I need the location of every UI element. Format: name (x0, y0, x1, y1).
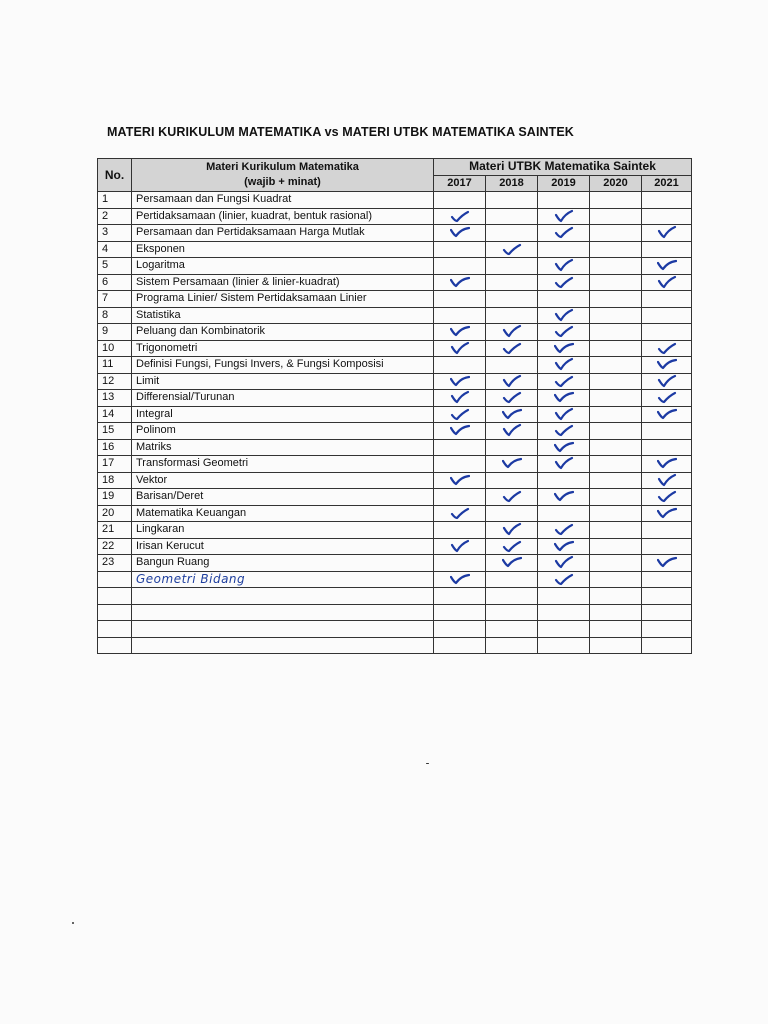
checkmark-icon (554, 489, 574, 503)
year-cell (486, 489, 538, 506)
row-topic: Differensial/Turunan (132, 390, 434, 407)
year-cell (642, 274, 692, 291)
year-cell (434, 390, 486, 407)
checkmark-icon (657, 258, 677, 272)
checkmark-icon (502, 539, 522, 553)
year-cell (590, 241, 642, 258)
year-cell (434, 307, 486, 324)
checkmark-icon (554, 572, 574, 586)
year-cell (590, 373, 642, 390)
year-cell (486, 456, 538, 473)
header-no: No. (98, 159, 132, 192)
year-cell (538, 456, 590, 473)
row-number: 15 (98, 423, 132, 440)
year-cell (590, 357, 642, 374)
row-number: 10 (98, 340, 132, 357)
row-topic: Matriks (132, 439, 434, 456)
header-year: 2020 (590, 175, 642, 192)
year-cell (434, 274, 486, 291)
paper-speck (72, 922, 74, 924)
year-cell (590, 439, 642, 456)
year-cell (590, 307, 642, 324)
checkmark-icon (554, 407, 574, 421)
year-cell (538, 373, 590, 390)
year-cell (486, 571, 538, 588)
row-number: 13 (98, 390, 132, 407)
year-cell (434, 522, 486, 539)
year-cell (642, 522, 692, 539)
year-cell (642, 555, 692, 572)
table-row (98, 258, 692, 275)
year-cell (434, 538, 486, 555)
year-cell (538, 307, 590, 324)
year-cell (434, 357, 486, 374)
year-cell (486, 621, 538, 638)
row-topic: Persamaan dan Pertidaksamaan Harga Mutlak (132, 225, 434, 242)
checkmark-icon (554, 324, 574, 338)
checkmark-icon (657, 489, 677, 503)
year-cell (538, 621, 590, 638)
checkmark-icon (657, 555, 677, 569)
year-cell (590, 522, 642, 539)
table-row (98, 241, 692, 258)
checkmark-icon (450, 506, 470, 520)
row-topic: Sistem Persamaan (linier & linier-kuadrat) (132, 274, 434, 291)
year-cell (538, 406, 590, 423)
checkmark-icon (554, 539, 574, 553)
checkmark-icon (450, 423, 470, 437)
year-cell (590, 291, 642, 308)
year-cell (486, 241, 538, 258)
row-topic: Barisan/Deret (132, 489, 434, 506)
year-cell (538, 258, 590, 275)
row-number: 5 (98, 258, 132, 275)
year-cell (590, 456, 642, 473)
year-cell (486, 588, 538, 605)
table-row (98, 192, 692, 209)
year-cell (538, 324, 590, 341)
checkmark-icon (450, 473, 470, 487)
checkmark-icon (450, 374, 470, 388)
year-cell (642, 192, 692, 209)
year-cell (486, 291, 538, 308)
year-cell (486, 390, 538, 407)
year-cell (642, 208, 692, 225)
row-number (98, 588, 132, 605)
table-row (98, 439, 692, 456)
header-year: 2021 (642, 175, 692, 192)
table-row (98, 538, 692, 555)
year-cell (434, 604, 486, 621)
row-number: 12 (98, 373, 132, 390)
year-cell (538, 522, 590, 539)
paper-speck (426, 763, 429, 764)
checkmark-icon (554, 308, 574, 322)
year-cell (486, 538, 538, 555)
table-row (98, 208, 692, 225)
year-cell (642, 291, 692, 308)
document-title: MATERI KURIKULUM MATEMATIKA vs MATERI UTBK MATEMATIKA SAINTEK (107, 125, 574, 139)
year-cell (538, 241, 590, 258)
year-cell (538, 423, 590, 440)
row-number: 8 (98, 307, 132, 324)
row-number: 9 (98, 324, 132, 341)
year-cell (486, 373, 538, 390)
table-row (98, 472, 692, 489)
table-row (98, 456, 692, 473)
year-cell (434, 588, 486, 605)
checkmark-icon (657, 473, 677, 487)
table-row (98, 489, 692, 506)
checkmark-icon (554, 225, 574, 239)
year-cell (486, 274, 538, 291)
row-number: 21 (98, 522, 132, 539)
year-cell (434, 241, 486, 258)
year-cell (590, 208, 642, 225)
year-cell (538, 571, 590, 588)
year-cell (590, 489, 642, 506)
checkmark-icon (450, 209, 470, 223)
table-row (98, 307, 692, 324)
year-cell (434, 489, 486, 506)
checkmark-icon (554, 258, 574, 272)
row-topic: Lingkaran (132, 522, 434, 539)
table-row (98, 406, 692, 423)
table-row (98, 522, 692, 539)
year-cell (590, 192, 642, 209)
year-cell (538, 390, 590, 407)
row-topic: Transformasi Geometri (132, 456, 434, 473)
row-topic (132, 588, 434, 605)
row-number: 1 (98, 192, 132, 209)
checkmark-icon (554, 209, 574, 223)
year-cell (642, 439, 692, 456)
year-cell (434, 456, 486, 473)
year-cell (642, 340, 692, 357)
row-number: 3 (98, 225, 132, 242)
row-number (98, 571, 132, 588)
checkmark-icon (657, 390, 677, 404)
year-cell (590, 571, 642, 588)
row-topic (132, 621, 434, 638)
checkmark-icon (554, 555, 574, 569)
checkmark-icon (657, 357, 677, 371)
row-number (98, 604, 132, 621)
year-cell (590, 258, 642, 275)
checkmark-icon (554, 357, 574, 371)
year-cell (538, 489, 590, 506)
checkmark-icon (450, 572, 470, 586)
header-year: 2018 (486, 175, 538, 192)
year-cell (642, 621, 692, 638)
year-cell (538, 505, 590, 522)
checkmark-icon (450, 539, 470, 553)
header-year: 2017 (434, 175, 486, 192)
year-cell (642, 258, 692, 275)
year-cell (642, 423, 692, 440)
year-cell (590, 340, 642, 357)
year-cell (590, 621, 642, 638)
checkmark-icon (657, 225, 677, 239)
table-row (98, 340, 692, 357)
year-cell (538, 357, 590, 374)
year-cell (590, 406, 642, 423)
year-cell (538, 439, 590, 456)
checkmark-icon (502, 324, 522, 338)
row-number (98, 621, 132, 638)
table-row (98, 225, 692, 242)
row-topic: Definisi Fungsi, Fungsi Invers, & Fungsi Komposisi (132, 357, 434, 374)
checkmark-icon (554, 390, 574, 404)
year-cell (434, 571, 486, 588)
year-cell (642, 324, 692, 341)
checkmark-icon (450, 275, 470, 289)
row-number: 6 (98, 274, 132, 291)
year-cell (590, 637, 642, 654)
checkmark-icon (502, 374, 522, 388)
year-cell (486, 307, 538, 324)
checkmark-icon (502, 522, 522, 536)
table-row (98, 291, 692, 308)
year-cell (642, 538, 692, 555)
checkmark-icon (502, 407, 522, 421)
checkmark-icon (657, 407, 677, 421)
row-number: 23 (98, 555, 132, 572)
year-cell (590, 225, 642, 242)
year-cell (642, 571, 692, 588)
year-cell (486, 439, 538, 456)
table-row (98, 274, 692, 291)
year-cell (642, 307, 692, 324)
checkmark-icon (554, 456, 574, 470)
checkmark-icon (450, 225, 470, 239)
curriculum-table (97, 158, 692, 654)
checkmark-icon (554, 341, 574, 355)
year-cell (642, 472, 692, 489)
year-cell (590, 505, 642, 522)
year-cell (642, 373, 692, 390)
year-cell (434, 225, 486, 242)
year-cell (486, 406, 538, 423)
year-cell (642, 357, 692, 374)
year-cell (590, 538, 642, 555)
year-cell (538, 637, 590, 654)
header-row-1 (98, 159, 692, 176)
year-cell (538, 208, 590, 225)
year-cell (642, 505, 692, 522)
year-cell (434, 423, 486, 440)
year-cell (434, 505, 486, 522)
row-number: 22 (98, 538, 132, 555)
checkmark-icon (502, 390, 522, 404)
row-topic: Irisan Kerucut (132, 538, 434, 555)
row-number: 7 (98, 291, 132, 308)
year-cell (486, 324, 538, 341)
row-topic: Peluang dan Kombinatorik (132, 324, 434, 341)
year-cell (486, 522, 538, 539)
row-topic: Limit (132, 373, 434, 390)
table-row (98, 571, 692, 588)
year-cell (486, 423, 538, 440)
year-cell (434, 258, 486, 275)
year-cell (590, 472, 642, 489)
checkmark-icon (502, 489, 522, 503)
checkmark-icon (657, 506, 677, 520)
row-number: 2 (98, 208, 132, 225)
year-cell (434, 555, 486, 572)
row-topic: Matematika Keuangan (132, 505, 434, 522)
year-cell (434, 439, 486, 456)
year-cell (538, 538, 590, 555)
row-number: 14 (98, 406, 132, 423)
year-cell (486, 637, 538, 654)
year-cell (642, 225, 692, 242)
checkmark-icon (554, 423, 574, 437)
year-cell (642, 456, 692, 473)
handwritten-topic: Geometri Bidang (132, 571, 434, 588)
row-topic: Statistika (132, 307, 434, 324)
row-topic: Bangun Ruang (132, 555, 434, 572)
row-topic (132, 604, 434, 621)
year-cell (486, 604, 538, 621)
year-cell (486, 340, 538, 357)
table-row (98, 621, 692, 638)
header-materi (132, 159, 434, 192)
table-row (98, 637, 692, 654)
row-number: 16 (98, 439, 132, 456)
row-number: 4 (98, 241, 132, 258)
year-cell (486, 505, 538, 522)
row-topic (132, 637, 434, 654)
header-utbk: Materi UTBK Matematika Saintek (434, 159, 692, 176)
checkmark-icon (502, 242, 522, 256)
year-cell (538, 225, 590, 242)
table-body (98, 192, 692, 654)
year-cell (486, 192, 538, 209)
year-cell (434, 373, 486, 390)
row-number: 19 (98, 489, 132, 506)
table-row (98, 604, 692, 621)
table-row (98, 373, 692, 390)
table-row (98, 357, 692, 374)
year-cell (642, 489, 692, 506)
checkmark-icon (502, 423, 522, 437)
row-topic: Pertidaksamaan (linier, kuadrat, bentuk rasional) (132, 208, 434, 225)
year-cell (486, 472, 538, 489)
checkmark-icon (450, 324, 470, 338)
year-cell (538, 555, 590, 572)
year-cell (434, 340, 486, 357)
year-cell (642, 406, 692, 423)
row-topic: Logaritma (132, 258, 434, 275)
checkmark-icon (502, 555, 522, 569)
row-number: 17 (98, 456, 132, 473)
year-cell (590, 555, 642, 572)
year-cell (642, 604, 692, 621)
checkmark-icon (657, 456, 677, 470)
year-cell (590, 604, 642, 621)
checkmark-icon (657, 275, 677, 289)
year-cell (538, 291, 590, 308)
year-cell (538, 588, 590, 605)
year-cell (434, 291, 486, 308)
year-cell (434, 324, 486, 341)
checkmark-icon (554, 374, 574, 388)
checkmark-icon (450, 341, 470, 355)
year-cell (434, 208, 486, 225)
checkmark-icon (502, 341, 522, 355)
year-cell (590, 423, 642, 440)
table-row (98, 588, 692, 605)
row-number: 18 (98, 472, 132, 489)
checkmark-icon (657, 374, 677, 388)
year-cell (642, 241, 692, 258)
year-cell (434, 192, 486, 209)
year-cell (590, 274, 642, 291)
table-row (98, 555, 692, 572)
year-cell (642, 390, 692, 407)
year-cell (486, 357, 538, 374)
year-cell (590, 390, 642, 407)
year-cell (486, 225, 538, 242)
year-cell (434, 637, 486, 654)
year-cell (538, 192, 590, 209)
header-year: 2019 (538, 175, 590, 192)
year-cell (538, 340, 590, 357)
row-topic: Programa Linier/ Sistem Pertidaksamaan Linier (132, 291, 434, 308)
row-topic: Integral (132, 406, 434, 423)
row-topic: Eksponen (132, 241, 434, 258)
year-cell (538, 472, 590, 489)
row-number (98, 637, 132, 654)
row-number: 11 (98, 357, 132, 374)
checkmark-icon (554, 275, 574, 289)
table-row (98, 324, 692, 341)
row-number: 20 (98, 505, 132, 522)
header-materi-line2: (wajib + minat) (244, 176, 321, 188)
year-cell (590, 588, 642, 605)
year-cell (434, 621, 486, 638)
checkmark-icon (657, 341, 677, 355)
year-cell (642, 588, 692, 605)
year-cell (434, 406, 486, 423)
year-cell (486, 208, 538, 225)
checkmark-icon (450, 407, 470, 421)
checkmark-icon (502, 456, 522, 470)
checkmark-icon (554, 522, 574, 536)
row-topic: Trigonometri (132, 340, 434, 357)
year-cell (486, 258, 538, 275)
row-topic: Vektor (132, 472, 434, 489)
year-cell (486, 555, 538, 572)
checkmark-icon (554, 440, 574, 454)
row-topic: Persamaan dan Fungsi Kuadrat (132, 192, 434, 209)
table-row (98, 390, 692, 407)
year-cell (538, 604, 590, 621)
checkmark-icon (450, 390, 470, 404)
year-cell (642, 637, 692, 654)
year-cell (538, 274, 590, 291)
row-topic: Polinom (132, 423, 434, 440)
header-materi-line1: Materi Kurikulum Matematika (206, 161, 359, 173)
table-row (98, 423, 692, 440)
year-cell (590, 324, 642, 341)
table-row (98, 505, 692, 522)
year-cell (434, 472, 486, 489)
